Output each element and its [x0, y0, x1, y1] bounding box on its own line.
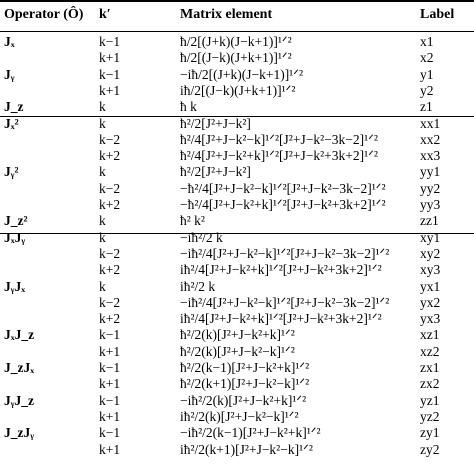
kprime-cell: k−2: [99, 180, 121, 196]
label-cell: xz2: [420, 343, 440, 359]
matrix-element-cell: ħ²/2(k)[J²+J−k²−k]¹ᐟ²: [180, 343, 295, 359]
matrix-element-cell: −iħ²/4[J²+J−k²−k]¹ᐟ²[J²+J−k²−3k−2]¹ᐟ²: [180, 294, 390, 310]
label-cell: xy1: [420, 229, 441, 245]
matrix-element-cell: iħ²/2(k+1)[J²+J−k²−k]¹ᐟ²: [180, 441, 313, 457]
label-cell: zx2: [420, 376, 440, 392]
header-operator: Operator (Ô): [4, 7, 84, 22]
kprime-cell: k+1: [99, 441, 121, 457]
operator-cell: JᵧJₓ: [4, 278, 26, 294]
header-label: Label: [420, 7, 455, 22]
matrix-element-cell: iħ²/2 k: [180, 278, 216, 294]
table-row: [0, 311, 474, 327]
kprime-cell: k+2: [99, 148, 121, 164]
table-row: [0, 262, 474, 278]
operator-cell: J_z: [4, 99, 24, 115]
kprime-cell: k: [99, 229, 106, 245]
table-row: [0, 393, 474, 409]
table-row: [0, 148, 474, 164]
matrix-element-cell: ħ²/2(k)[J²+J−k²+k]¹ᐟ²: [180, 327, 295, 343]
table-row: [0, 34, 474, 50]
matrix-element-cell: −iħ/2[(J+k)(J−k+1)]¹ᐟ²: [180, 66, 303, 82]
kprime-cell: k+1: [99, 82, 121, 98]
table-row: [0, 425, 474, 441]
table-row: [0, 116, 474, 132]
label-cell: yz2: [420, 408, 440, 424]
table-row: [0, 181, 474, 197]
kprime-cell: k+1: [99, 408, 121, 424]
matrix-element-cell: iħ²/2(k)[J²+J−k²−k]¹ᐟ²: [180, 408, 299, 424]
kprime-cell: k: [99, 164, 106, 180]
label-cell: yy3: [420, 197, 441, 212]
kprime-cell: k+2: [99, 311, 121, 327]
matrix-element-cell: −iħ²/2 k: [180, 229, 223, 245]
table-row: [0, 83, 474, 99]
kprime-cell: k: [99, 115, 106, 131]
label-cell: xx2: [420, 131, 441, 147]
matrix-element-cell: −ħ²/4[J²+J−k²+k]¹ᐟ²[J²+J−k²+3k+2]¹ᐟ²: [180, 197, 386, 212]
matrix-element-cell: −iħ²/4[J²+J−k²−k]¹ᐟ²[J²+J−k²−3k−2]¹ᐟ²: [180, 245, 390, 261]
operator-cell: J_zJₓ: [4, 360, 35, 375]
operator-cell: J_zJᵧ: [4, 425, 35, 441]
kprime-cell: k: [99, 99, 106, 115]
label-cell: xz1: [420, 327, 440, 343]
table-row: [0, 376, 474, 392]
label-cell: y2: [420, 82, 434, 98]
operator-cell: J_z²: [4, 213, 28, 229]
matrix-element-cell: ħ k: [180, 99, 197, 115]
label-cell: xy3: [420, 262, 441, 278]
kprime-cell: k−1: [99, 34, 121, 49]
table-top-rule: [0, 0, 474, 2]
table-row: [0, 409, 474, 425]
kprime-cell: k−1: [99, 327, 121, 343]
matrix-element-cell: ħ²/4[J²+J−k²−k]¹ᐟ²[J²+J−k²−3k−2]¹ᐟ²: [180, 131, 378, 147]
label-cell: yz1: [420, 392, 440, 408]
matrix-element-cell: ħ²/2[J²+J−k²]: [180, 115, 251, 131]
matrix-element-cell: ħ/2[(J+k)(J−k+1)]¹ᐟ²: [180, 34, 292, 49]
kprime-cell: k−2: [99, 294, 121, 310]
table-row: [0, 295, 474, 311]
table-row: [0, 246, 474, 262]
kprime-cell: k−2: [99, 131, 121, 147]
matrix-element-cell: −iħ²/2(k)[J²+J−k²+k]¹ᐟ²: [180, 392, 307, 408]
matrix-element-cell: −ħ²/4[J²+J−k²−k]¹ᐟ²[J²+J−k²−3k−2]¹ᐟ²: [180, 180, 386, 196]
table-row: [0, 279, 474, 295]
table-row: [0, 50, 474, 66]
table-row: [0, 99, 474, 115]
table-row: [0, 360, 474, 376]
label-cell: yx1: [420, 278, 441, 294]
operator-cell: Jᵧ: [4, 66, 15, 82]
table-row: [0, 442, 474, 458]
table-header: [0, 6, 474, 24]
table-row: [0, 230, 474, 246]
label-cell: yy1: [420, 164, 441, 180]
label-cell: x2: [420, 50, 434, 66]
kprime-cell: k−2: [99, 245, 121, 261]
label-cell: yx2: [420, 294, 441, 310]
kprime-cell: k−1: [99, 66, 121, 82]
label-cell: xy2: [420, 245, 441, 261]
kprime-cell: k+2: [99, 262, 121, 278]
kprime-cell: k−1: [99, 360, 121, 375]
matrix-element-cell: ħ/2[(J−k)(J+k+1)]¹ᐟ²: [180, 50, 292, 66]
header-matrix-element: Matrix element: [180, 7, 273, 22]
kprime-cell: k+2: [99, 197, 121, 212]
label-cell: xx1: [420, 115, 441, 131]
kprime-cell: k−1: [99, 425, 121, 441]
table-row: [0, 197, 474, 213]
operator-cell: JᵧJ_z: [4, 392, 35, 408]
label-cell: x1: [420, 34, 434, 49]
matrix-element-cell: −iħ²/2(k−1)[J²+J−k²+k]¹ᐟ²: [180, 425, 321, 441]
label-cell: z1: [420, 99, 433, 115]
kprime-cell: k−1: [99, 392, 121, 408]
label-cell: zz1: [420, 213, 439, 229]
matrix-element-cell: ħ²/4[J²+J−k²+k]¹ᐟ²[J²+J−k²+3k+2]¹ᐟ²: [180, 148, 378, 164]
matrix-element-cell: iħ²/4[J²+J−k²+k]¹ᐟ²[J²+J−k²+3k+2]¹ᐟ²: [180, 262, 382, 278]
kprime-cell: k+1: [99, 50, 121, 66]
table-row: [0, 67, 474, 83]
table-row: [0, 213, 474, 229]
label-cell: xx3: [420, 148, 441, 164]
kprime-cell: k: [99, 278, 106, 294]
table-row: [0, 344, 474, 360]
header-kprime: k′: [99, 7, 111, 22]
label-cell: yx3: [420, 311, 441, 327]
table-row: [0, 132, 474, 148]
label-cell: zy2: [420, 441, 440, 457]
kprime-cell: k: [99, 213, 106, 229]
operator-cell: Jᵧ²: [4, 164, 19, 180]
matrix-element-cell: ħ² k²: [180, 213, 205, 229]
matrix-element-cell: ħ²/2(k+1)[J²+J−k²−k]¹ᐟ²: [180, 376, 310, 392]
kprime-cell: k+1: [99, 376, 121, 392]
header-rule: [0, 31, 474, 32]
table-row: [0, 164, 474, 180]
label-cell: zy1: [420, 425, 440, 441]
label-cell: zx1: [420, 360, 440, 375]
operator-cell: JₓJ_z: [4, 327, 35, 343]
label-cell: y1: [420, 66, 434, 82]
matrix-element-cell: iħ²/4[J²+J−k²+k]¹ᐟ²[J²+J−k²+3k+2]¹ᐟ²: [180, 311, 382, 327]
label-cell: yy2: [420, 180, 441, 196]
operator-cell: Jₓ²: [4, 115, 19, 131]
operator-cell: Jₓ: [4, 34, 15, 49]
matrix-element-cell: ħ²/2[J²+J−k²]: [180, 164, 251, 180]
operator-cell: JₓJᵧ: [4, 229, 26, 245]
matrix-element-cell: ħ²/2(k−1)[J²+J−k²+k]¹ᐟ²: [180, 360, 310, 375]
table-row: [0, 327, 474, 343]
matrix-element-cell: iħ/2[(J−k)(J+k+1)]¹ᐟ²: [180, 82, 296, 98]
kprime-cell: k+1: [99, 343, 121, 359]
